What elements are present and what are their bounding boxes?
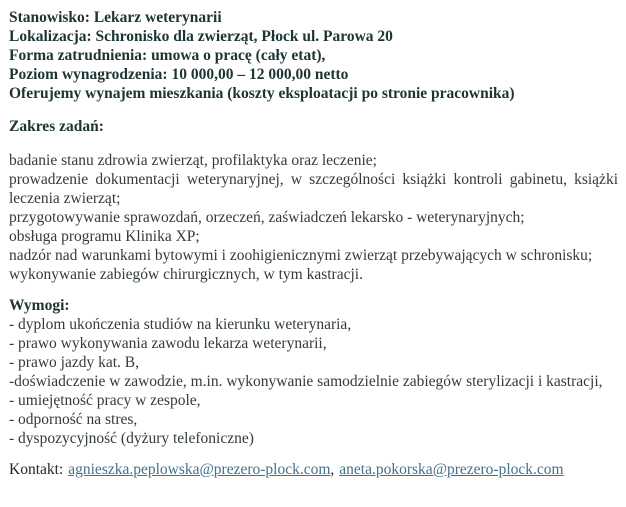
contact-label: Kontakt: bbox=[9, 461, 64, 478]
task-item: nadzór nad warunkami bytowymi i zoohigienicznymi zwierząt przebywających w schronisku; bbox=[9, 247, 593, 264]
requirement-item: - odporność na stres, bbox=[9, 411, 138, 428]
job-header-location: Lokalizacja: Schronisko dla zwierząt, Płock ul. Parowa 20 bbox=[9, 28, 393, 45]
requirement-item: - dyplom ukończenia studiów na kierunku weterynaria, bbox=[9, 316, 352, 333]
task-item: obsługa programu Klinika XP; bbox=[9, 228, 200, 245]
job-header-housing: Oferujemy wynajem mieszkania (koszty eksploatacji po stronie pracownika) bbox=[9, 85, 515, 102]
requirement-item: - prawo jazdy kat. B, bbox=[9, 354, 139, 371]
job-header-position: Stanowisko: Lekarz weterynarii bbox=[9, 9, 222, 26]
requirement-item: - umiejętność pracy w zespole, bbox=[9, 392, 201, 409]
section-heading-requirements: Wymogi: bbox=[9, 297, 70, 314]
requirement-item: - dyspozycyjność (dyżury telefoniczne) bbox=[9, 430, 254, 447]
task-item: prowadzenie dokumentacji weterynaryjnej, w szczególności książki kontroli gabinetu, książki leczenia zwierząt; bbox=[9, 171, 618, 207]
job-header-employment-type: Forma zatrudnienia: umowa o pracę (cały etat), bbox=[9, 47, 326, 64]
task-item: przygotowywanie sprawozdań, orzeczeń, zaświadczeń lekarsko - weterynaryjnych; bbox=[9, 209, 525, 226]
section-requirements bbox=[9, 296, 618, 448]
job-posting-document bbox=[9, 8, 618, 479]
email-separator: , bbox=[330, 461, 335, 478]
email-link-aneta[interactable]: aneta.pokorska@prezero-plock.com bbox=[339, 461, 564, 478]
section-heading-tasks: Zakres zadań: bbox=[9, 118, 104, 135]
email-link-agnieszka[interactable]: agnieszka.peplowska@prezero-plock.com bbox=[68, 461, 331, 478]
section-tasks bbox=[9, 117, 618, 284]
job-header-salary: Poziom wynagrodzenia: 10 000,00 – 12 000,00 netto bbox=[9, 66, 349, 83]
task-item: badanie stanu zdrowia zwierząt, profilaktyka oraz leczenie; bbox=[9, 152, 377, 169]
requirement-item: - prawo wykonywania zawodu lekarza weterynarii, bbox=[9, 335, 327, 352]
job-header bbox=[9, 8, 618, 103]
requirement-item: -doświadczenie w zawodzie, m.in. wykonywanie samodzielnie zabiegów sterylizacji i kastracji, bbox=[9, 373, 603, 390]
task-item: wykonywanie zabiegów chirurgicznych, w tym kastracji. bbox=[9, 266, 363, 283]
contact-line bbox=[9, 460, 618, 479]
